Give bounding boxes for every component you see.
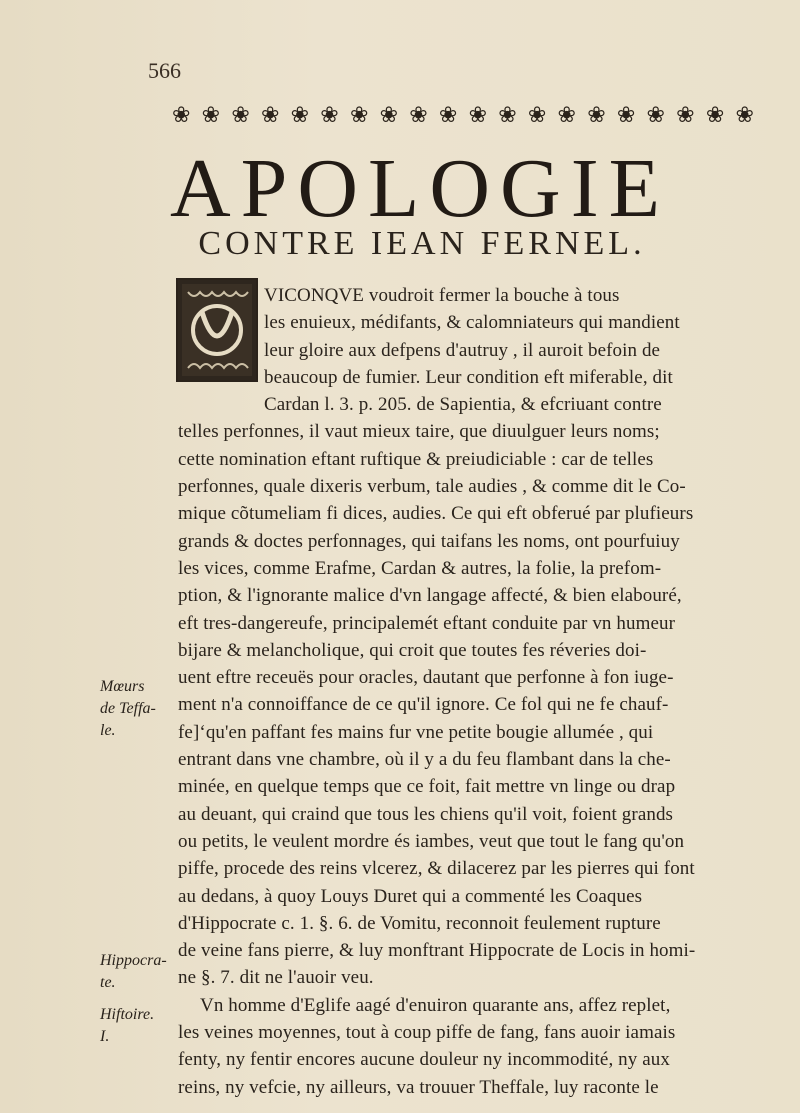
text-line: grands & doctes perfonnages, qui taifans les noms, ont pourfuiuy [178,530,680,552]
margin-note-line: Hippocra- [100,952,167,969]
fleuron-icon: ❀ [231,103,250,128]
text-line: cette nomination eftant ruftique & preiudiciable : car de telles [178,448,654,470]
text-line: beaucoup de fumier. Leur condition eft miferable, dit [264,366,673,388]
margin-note-line: I. [100,1028,110,1045]
text-line: ment n'a connoiffance de ce qu'il ignore. Ce fol qui ne fe chauf- [178,694,669,716]
fleuron-icon: ❀ [349,103,369,128]
fleuron-icon: ❀ [616,103,636,128]
margin-note-line: le. [100,722,116,739]
text-line: telles perfonnes, il vaut mieux taire, que diuulguer leurs noms; [178,421,660,443]
fleuron-icon: ❀ [290,103,310,128]
text-line: reins, ny vefcie, ny ailleurs, va trouuer Theffale, luy raconte le [178,1076,659,1098]
text-line: leur gloire aux defpens d'autruy , il auroit befoin de [264,339,661,361]
margin-note-moeurs [100,676,180,742]
page-subtitle: CONTRE IEAN FERNEL. [198,225,646,262]
text-line: au deuant, qui craind que tous les chiens qu'il voit, foient grands [178,803,674,825]
text-line: d'Hippocrate c. 1. §. 6. de Vomitu, reconnoit feulement rupture [178,912,661,934]
text-line: perfonnes, quale dixeris verbum, tale audies , & comme dit le Co- [178,476,686,498]
fleuron-icon: ❀ [527,103,547,128]
page-number: 566 [148,58,181,83]
text-line: fenty, ny fentir encores aucune douleur ny incommodité, ny aux [178,1049,670,1071]
fleuron-icon: ❀ [557,103,576,128]
fleuron-icon: ❀ [409,103,428,128]
margin-note-hippocrate [100,950,180,994]
text-line: bijare & melancholique, qui croit que toutes fes réveries doi- [178,639,647,661]
text-line: entrant dans vne chambre, où il y a du feu flambant dans la che- [178,749,671,771]
page-title: APOLOGIE [170,142,670,235]
text-line: ou petits, le veulent mordre és iambes, veut que tout le fang qu'on [178,830,685,852]
text-line: ption, & l'ignorante malice d'vn langage affecté, & bien elabouré, [178,585,682,607]
text-line: piffe, procede des reins vlcerez, & dilacerez par les pierres qui font [178,858,695,880]
text-line: les veines moyennes, tout à coup piffe de fang, fans auoir iamais [178,1022,676,1044]
margin-note-histoire [100,1004,180,1048]
text-line: de veine fans pierre, & luy monftrant Hippocrate de Locis in homi- [178,940,696,962]
fleuron-icon: ❀ [379,103,399,128]
ornament-band [172,100,754,132]
text-line: minée, en quelque temps que ce foit, fait mettre vn linge ou drap [178,776,676,798]
fleuron-icon: ❀ [705,103,725,128]
body-text [178,282,758,1101]
text-line: ne §. 7. dit ne l'auoir veu. [178,967,374,989]
margin-note-line: te. [100,974,116,991]
fleuron-icon: ❀ [468,103,487,128]
fleuron-icon: ❀ [646,103,665,128]
margin-note-line: de Teffa- [100,700,156,717]
text-line: Cardan l. 3. p. 205. de Sapientia, & efcriuant contre [264,394,662,416]
fleuron-icon: ❀ [587,103,606,128]
fleuron-icon: ❀ [172,103,191,128]
fleuron-icon: ❀ [201,103,221,128]
fleuron-icon: ❀ [260,103,280,128]
text-line: au dedans, à quoy Louys Duret qui a commenté les Coaques [178,885,643,907]
text-line: mique cõtumeliam fi dices, audies. Ce qui eft obferué par plufieurs [178,503,694,525]
fleuron-icon: ❀ [735,103,754,128]
margin-note-line: Hiftoire. [100,1006,155,1023]
text-line: les enuieux, médifants, & calomniateurs qui mandient [264,312,680,334]
fleuron-icon: ❀ [438,103,458,128]
text-line: Vn homme d'Eglife aagé d'enuiron quarante ans, affez replet, [200,994,671,1016]
fleuron-icon: ❀ [676,103,695,128]
fleuron-icon: ❀ [498,103,517,128]
margin-note-line: Mœurs [100,678,145,695]
text-line: uent eftre receuës pour oracles, dautant que perfonne à fon iuge- [178,667,674,689]
text-line: eft tres-dangereufe, principalemét eftant conduite par vn humeur [178,612,676,634]
text-line: VICONQVE voudroit fermer la bouche à tous [264,285,620,306]
text-line: fe]ʻqu'en paffant fes mains fur vne petite bougie allumée , qui [178,721,654,743]
fleuron-icon: ❀ [320,103,339,128]
text-line: les vices, comme Erafme, Cardan & autres, la folie, la prefom- [178,557,662,579]
